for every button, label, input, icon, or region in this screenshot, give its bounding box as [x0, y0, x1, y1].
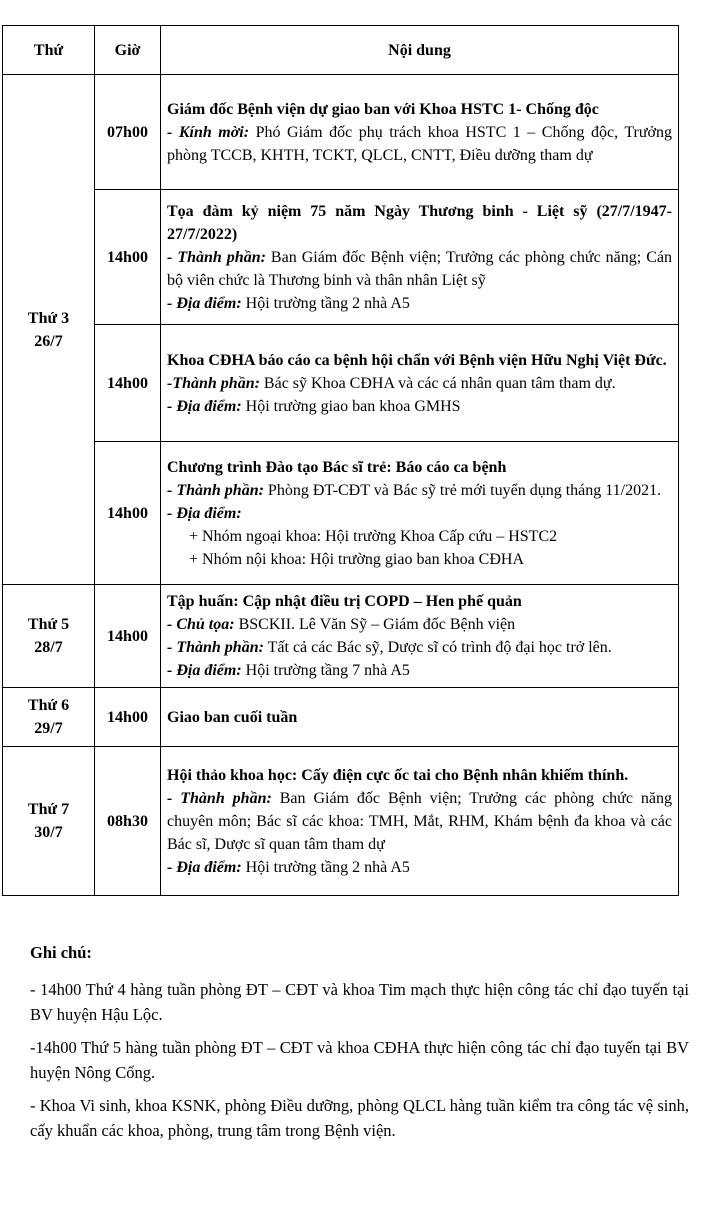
day-cell [3, 585, 95, 688]
table-row [3, 442, 679, 585]
note-item: -14h00 Thứ 5 hàng tuần phòng ĐT – CĐT và khoa CĐHA thực hiện công tác chỉ đạo tuyến tại BV huyện Nông Cống. [30, 1038, 689, 1082]
event-line [167, 787, 672, 856]
event-label: - Thành phần: [167, 481, 264, 499]
content-cell [161, 325, 679, 442]
event-line [167, 121, 672, 167]
event-text: Hội trường tầng 2 nhà A5 [241, 858, 410, 876]
event-text: Bác sỹ Khoa CĐHA và các cá nhân quan tâm tham dự. [259, 374, 616, 392]
day-date: 30/7 [34, 824, 63, 841]
content-cell [161, 747, 679, 896]
content-cell [161, 585, 679, 688]
content-cell [161, 190, 679, 325]
event-line [167, 479, 672, 502]
time-cell: 14h00 [95, 190, 161, 325]
event-text: Hội trường giao ban khoa GMHS [241, 397, 461, 415]
day-name: Thứ 3 [27, 309, 70, 327]
content-cell [161, 75, 679, 190]
schedule-table [2, 25, 679, 896]
header-content: Nội dung [161, 26, 679, 75]
event-title: Khoa CĐHA báo cáo ca bệnh hội chẩn với Bệnh viện Hữu Nghị Việt Đức. [167, 351, 667, 369]
event-label: - Thành phần: [167, 789, 272, 807]
event-subitem: + Nhóm ngoại khoa: Hội trường Khoa Cấp cứu – HSTC2 [189, 527, 558, 545]
event-line [167, 502, 672, 525]
event-title: Tập huấn: Cập nhật điều trị COPD – Hen phế quản [167, 593, 522, 610]
event-line [167, 636, 672, 659]
header-time: Giờ [95, 26, 161, 75]
event-text: Tất cả các Bác sỹ, Dược sĩ có trình độ đại học trở lên. [263, 639, 612, 656]
event-label: - Kính mời: [167, 123, 250, 141]
event-subitem: + Nhóm nội khoa: Hội trường giao ban khoa CĐHA [189, 550, 525, 568]
event-line [167, 395, 672, 418]
notes-section [30, 940, 689, 1151]
event-label: - Địa điểm: [167, 294, 242, 312]
time-cell: 08h30 [95, 747, 161, 896]
day-name: Thứ 7 [27, 801, 70, 818]
event-label: - Địa điểm: [167, 662, 242, 679]
table-row [3, 747, 679, 896]
table-row [3, 688, 679, 747]
event-line [167, 659, 672, 682]
note-item: - 14h00 Thứ 4 hàng tuần phòng ĐT – CĐT và khoa Tim mạch thực hiện công tác chỉ đạo tuyến tại BV huyện Hậu Lộc. [30, 980, 689, 1024]
event-title: Hội thảo khoa học: Cấy điện cực ốc tai cho Bệnh nhân khiếm thính. [167, 766, 629, 784]
time-cell: 14h00 [95, 442, 161, 585]
event-text: Phó Giám đốc phụ trách khoa HSTC 1 – Chống độc, Trưởng phòng TCCB, KHTH, TCKT, QLCL, CNTT, Điều dưỡng tham dự [167, 123, 673, 164]
day-cell [3, 688, 95, 747]
day-cell [3, 75, 95, 585]
note-item: - Khoa Vi sinh, khoa KSNK, phòng Điều dưỡng, phòng QLCL hàng tuần kiểm tra công tác vệ sinh, cấy khuẩn các khoa, phòng, trung tâm trong Bệnh viện. [30, 1096, 689, 1140]
event-text: Phòng ĐT-CĐT và Bác sỹ trẻ mới tuyển dụng tháng 11/2021. [263, 481, 662, 499]
event-label: - Chủ tọa: [167, 616, 235, 633]
day-date: 28/7 [34, 639, 63, 656]
event-label: - Địa điểm: [167, 858, 242, 876]
day-name: Thứ 6 [27, 697, 70, 714]
event-line [167, 246, 672, 292]
event-title: Tọa đàm kỷ niệm 75 năm Ngày Thương binh - Liệt sỹ (27/7/1947-27/7/2022) [167, 202, 672, 243]
event-title: Chương trình Đào tạo Bác sĩ trẻ: Báo cáo ca bệnh [167, 458, 507, 476]
header-row [3, 26, 679, 75]
day-name: Thứ 5 [27, 616, 70, 633]
event-label: - Địa điểm: [167, 397, 242, 415]
event-text: Ban Giám đốc Bệnh viện; Trưởng các phòng chức năng chuyên môn; Bác sĩ các khoa: TMH, Mắt, RHM, Khám bệnh đa khoa và các Bác sĩ, Dược sĩ quan tâm tham dự [167, 789, 672, 853]
event-label: - Địa điểm: [167, 504, 242, 522]
content-cell [161, 688, 679, 747]
time-cell: 07h00 [95, 75, 161, 190]
day-date: 29/7 [34, 720, 63, 737]
time-cell: 14h00 [95, 325, 161, 442]
event-line [167, 292, 672, 315]
event-text: Ban Giám đốc Bệnh viện; Trưởng các phòng chức năng; Cán bộ viên chức là Thương binh và thân nhân Liệt sỹ [167, 248, 672, 289]
table-row [3, 585, 679, 688]
day-date: 26/7 [34, 332, 63, 350]
table-row [3, 190, 679, 325]
event-label: -Thành phần: [167, 374, 260, 392]
event-line [167, 856, 672, 879]
event-text: Hội trường tầng 2 nhà A5 [241, 294, 410, 312]
event-title: Giám đốc Bệnh viện dự giao ban với Khoa HSTC 1- Chống độc [167, 100, 599, 118]
day-cell [3, 747, 95, 896]
event-label: - Thành phần: [167, 639, 264, 656]
time-cell: 14h00 [95, 688, 161, 747]
table-row [3, 75, 679, 190]
notes-heading: Ghi chú: [30, 943, 92, 962]
event-line [167, 372, 672, 395]
header-day: Thứ [3, 26, 95, 75]
event-title: Giao ban cuối tuần [167, 708, 298, 726]
event-text: Hội trường tầng 7 nhà A5 [241, 662, 410, 679]
time-cell: 14h00 [95, 585, 161, 688]
event-line [167, 613, 672, 636]
event-text: BSCKII. Lê Văn Sỹ – Giám đốc Bệnh viện [234, 616, 516, 633]
event-label: - Thành phần: [167, 248, 266, 266]
content-cell [161, 442, 679, 585]
table-row [3, 325, 679, 442]
